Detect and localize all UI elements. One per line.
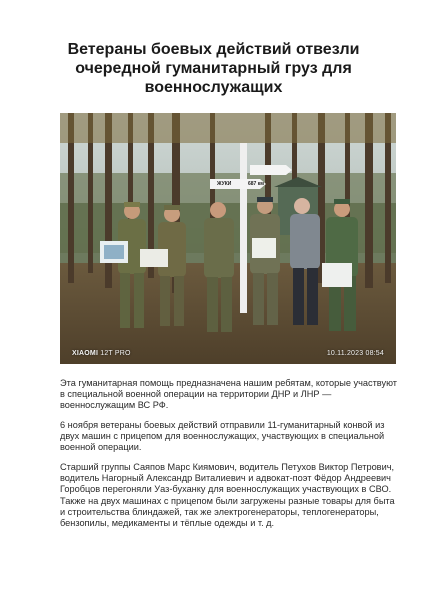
camera-brand: XIAOMI <box>72 350 99 357</box>
camera-watermark <box>72 350 131 357</box>
signpost-label: ЖУКИ <box>217 181 232 187</box>
signpost-distance: 687 км <box>248 181 264 187</box>
article-paragraph: 6 ноября ветераны боевых действий отправили 11-гуманитарный конвой из двух машин с прицепом для военнослужащих, участвующих в специальной военной операции. <box>60 420 385 453</box>
article-paragraph: Эта гуманитарная помощь предназначена нашим ребятам, которые участвуют в специальной военной операции на территории ДНР и ЛНР — военнослужащим ВС РФ. <box>60 378 397 411</box>
photo-scene <box>60 113 396 364</box>
photo-timestamp: 10.11.2023 08:54 <box>326 350 384 357</box>
camera-model: 12T PRO <box>100 350 131 357</box>
article-title: Ветераны боевых действий отвезли очередной гуманитарный груз для военнослужащих <box>67 41 360 96</box>
article-photo <box>60 113 396 364</box>
article-paragraph: Старший группы Саяпов Марс Киямович, водитель Петухов Виктор Петрович, водитель Нагорный Александр Виталиевич и адвокат-поэт Фёдор Андреевич Горобцов перегоняли Уаз-буханку для военнослужащих участвующих в СВО. Также на двух машинах с прицепом были загружены разные товары для быта и строительства блиндажей, так же электрогенераторы, теплогенераторы, бензопилы, медикаменты и тёплые одежды и т. д. <box>60 462 395 529</box>
